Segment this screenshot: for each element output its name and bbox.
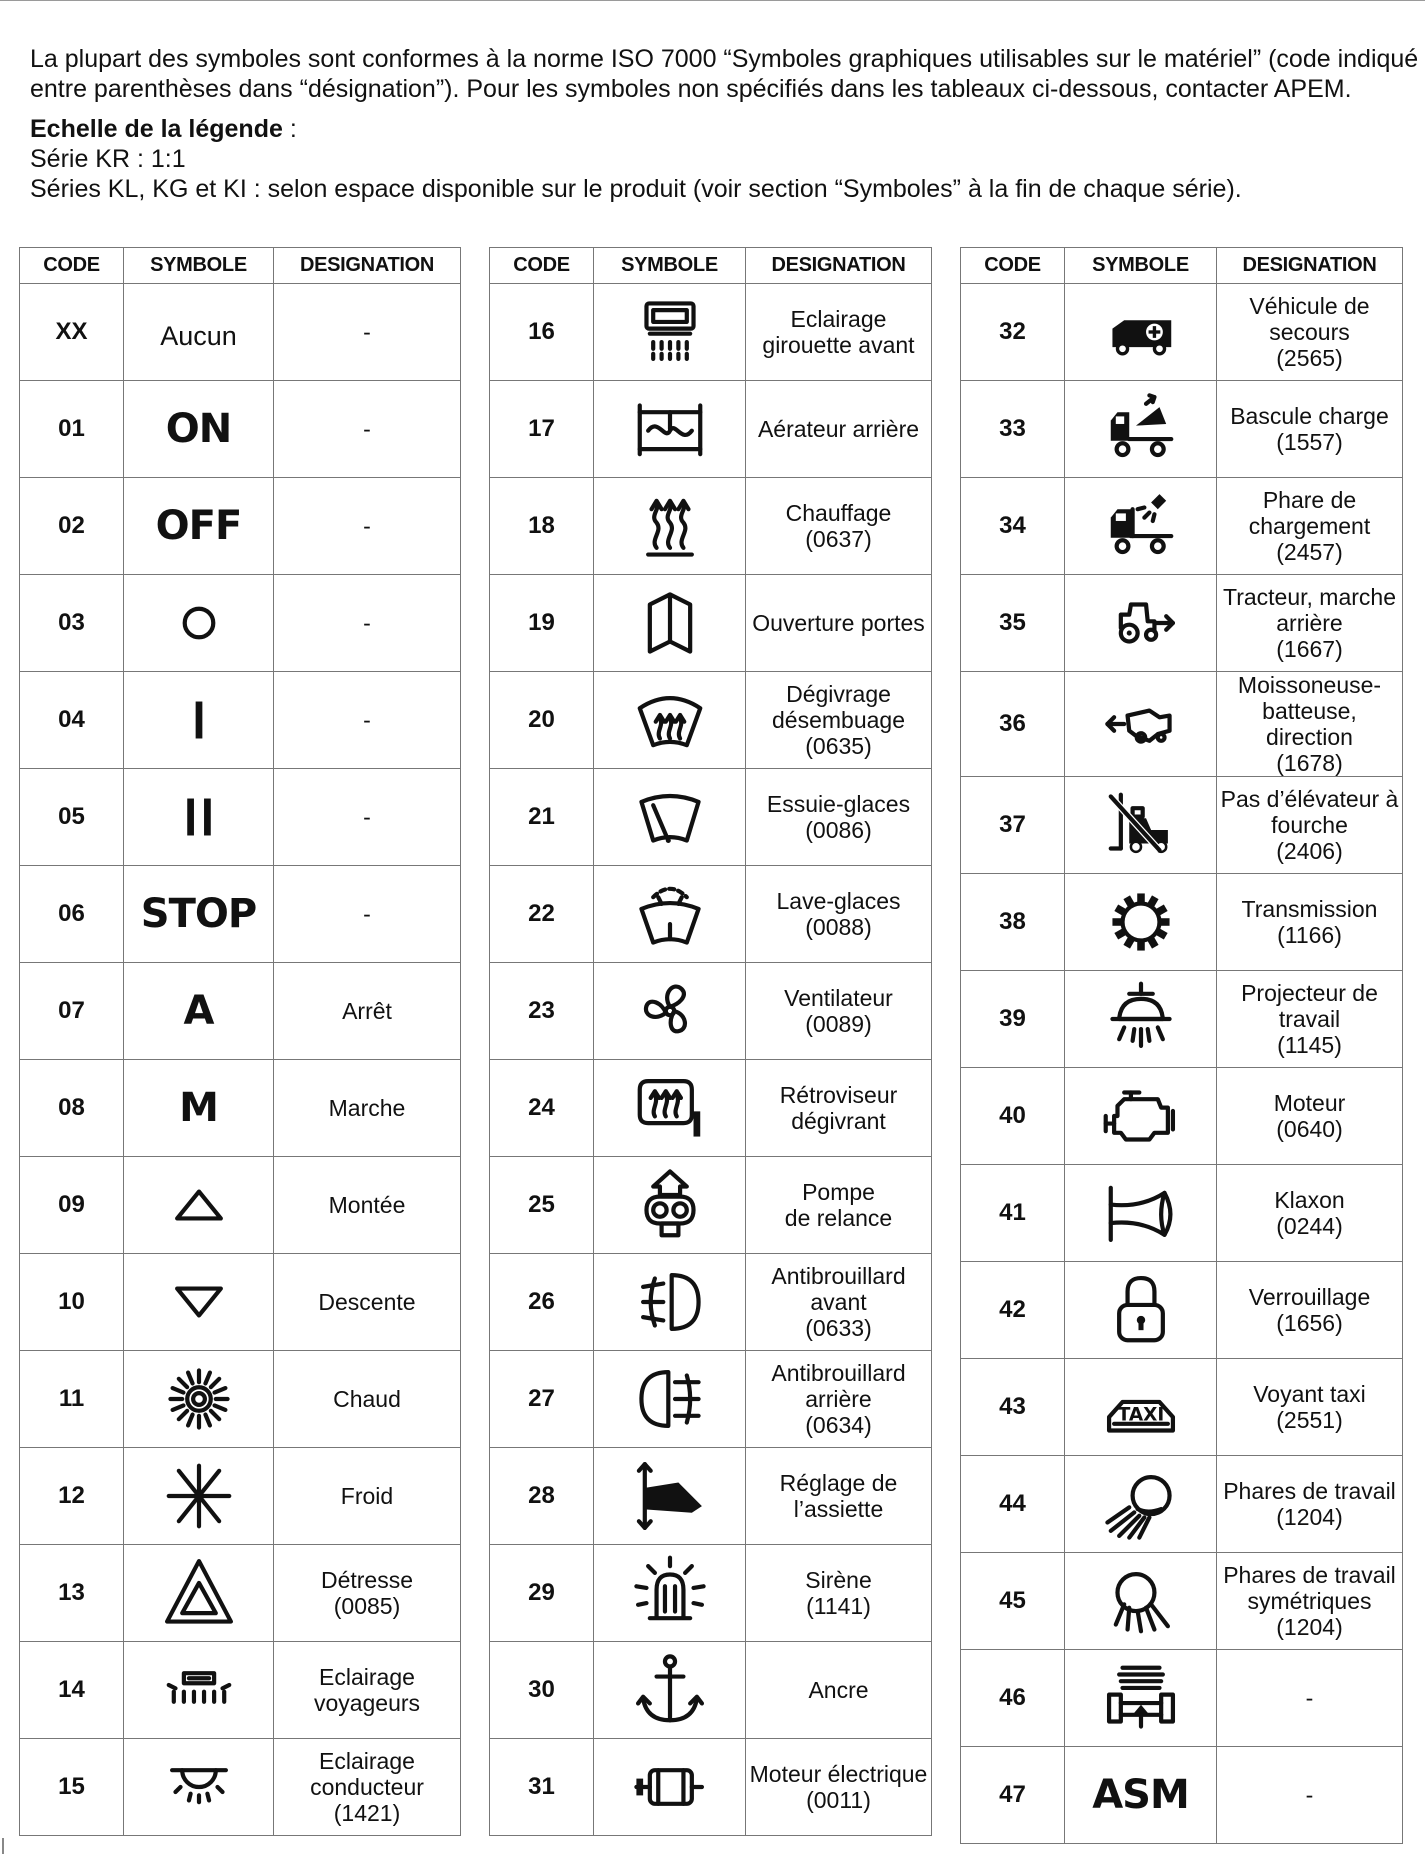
symbol-designation: Moteur (0640)	[1217, 1068, 1403, 1165]
symbol-cell	[124, 1157, 274, 1254]
loading-light-icon	[1099, 484, 1183, 568]
symbol-code: 28	[490, 1448, 594, 1545]
symbol-cell	[1065, 971, 1217, 1068]
symbol-cell	[1065, 1165, 1217, 1262]
scale-title-colon: :	[282, 115, 297, 143]
symbol-designation: -	[274, 478, 461, 575]
symbol-row-04	[20, 672, 461, 769]
symbol-cell	[594, 575, 746, 672]
horn-icon	[1099, 1171, 1183, 1255]
symbol-designation: -	[274, 672, 461, 769]
symbol-code: 30	[490, 1642, 594, 1739]
symbol-designation: Tracteur, marche arrière (1667)	[1217, 575, 1403, 672]
symbol-cell	[594, 381, 746, 478]
symbol-code: 21	[490, 769, 594, 866]
header-designation: DESIGNATION	[1217, 248, 1403, 284]
no-forklift-icon	[1099, 783, 1183, 867]
symbol-designation: Phares de travail (1204)	[1217, 1456, 1403, 1553]
symbol-cell	[124, 1254, 274, 1351]
symbol-code: 42	[961, 1262, 1065, 1359]
symbol-cell	[124, 866, 274, 963]
symbol-cell	[1065, 1553, 1217, 1650]
symbol-code: 27	[490, 1351, 594, 1448]
symbol-code: 18	[490, 478, 594, 575]
symbol-cell	[124, 1739, 274, 1836]
symbol-cell	[124, 1448, 274, 1545]
symbol-row-17	[490, 381, 932, 478]
symbol-designation: Antibrouillard arrière (0634)	[746, 1351, 932, 1448]
symbol-designation: -	[1217, 1650, 1403, 1747]
symbol-cell	[124, 769, 274, 866]
symbol-text: M	[179, 1085, 218, 1131]
symbol-designation: Phares de travail symétriques (1204)	[1217, 1553, 1403, 1650]
symbol-cell	[124, 672, 274, 769]
symbol-cell	[124, 284, 274, 381]
symbol-designation: Klaxon (0244)	[1217, 1165, 1403, 1262]
symbol-cell	[594, 284, 746, 381]
symbol-text: ASM	[1092, 1772, 1189, 1818]
symbol-designation: Eclairage voyageurs	[274, 1642, 461, 1739]
symbol-code: 17	[490, 381, 594, 478]
triangle-up-icon	[157, 1163, 241, 1247]
symbol-cell	[1065, 1262, 1217, 1359]
symbol-row-07	[20, 963, 461, 1060]
triangle-down-icon	[157, 1260, 241, 1344]
defrost-icon	[628, 678, 712, 762]
symbol-designation: Bascule charge (1557)	[1217, 381, 1403, 478]
symbol-code: 13	[20, 1545, 124, 1642]
symbol-designation: -	[274, 381, 461, 478]
symbol-code: XX	[20, 284, 124, 381]
siren-icon	[628, 1551, 712, 1635]
driver-light-icon	[157, 1745, 241, 1829]
symbol-code: 02	[20, 478, 124, 575]
symbol-row-15	[20, 1739, 461, 1836]
symbol-row-33	[961, 381, 1403, 478]
suspension-lift-icon	[1099, 1656, 1183, 1740]
symbol-cell	[594, 1545, 746, 1642]
symbol-row-29	[490, 1545, 932, 1642]
symbol-designation: Froid	[274, 1448, 461, 1545]
symbol-cell	[594, 1157, 746, 1254]
symbol-designation: Chaud	[274, 1351, 461, 1448]
symbol-code: 46	[961, 1650, 1065, 1747]
symbol-cell	[594, 1254, 746, 1351]
intro-line-1: La plupart des symboles sont conformes à la norme ISO 7000 “Symboles graphiques utilisables sur le matériel” (code indiqué	[30, 45, 1419, 73]
symbol-designation: Rétroviseur dégivrant	[746, 1060, 932, 1157]
symbol-text: STOP	[140, 891, 257, 937]
symbol-text: A	[183, 988, 214, 1034]
sign-light-icon	[628, 290, 712, 374]
symbol-row-45	[961, 1553, 1403, 1650]
doors-icon	[628, 581, 712, 665]
symbol-code: 36	[961, 672, 1065, 777]
passenger-light-icon	[157, 1648, 241, 1732]
symbol-row-43	[961, 1359, 1403, 1456]
symbol-code: 33	[961, 381, 1065, 478]
symbol-cell	[124, 963, 274, 1060]
symbol-text: Aucun	[160, 320, 237, 351]
symbol-designation: Véhicule de secours (2565)	[1217, 284, 1403, 381]
symbol-cell	[594, 963, 746, 1060]
symbol-designation: -	[1217, 1747, 1403, 1844]
symbol-designation: Détresse (0085)	[274, 1545, 461, 1642]
symbol-code: 37	[961, 777, 1065, 874]
scale-title-label: Echelle de la légende	[30, 115, 283, 143]
symbol-cell	[124, 1642, 274, 1739]
symbol-row-40	[961, 1068, 1403, 1165]
symbol-code: 12	[20, 1448, 124, 1545]
symbol-row-25	[490, 1157, 932, 1254]
symbol-code: 06	[20, 866, 124, 963]
pump-icon	[628, 1163, 712, 1247]
symbol-designation: Antibrouillard avant (0633)	[746, 1254, 932, 1351]
symbol-code: 32	[961, 284, 1065, 381]
symbol-cell	[594, 1739, 746, 1836]
symbol-code: 19	[490, 575, 594, 672]
symbol-cell	[594, 866, 746, 963]
taxi-label: TAXI	[1117, 1404, 1164, 1426]
symbol-designation: Ouverture portes	[746, 575, 932, 672]
symbol-cell	[594, 672, 746, 769]
symbol-designation: Eclairage conducteur (1421)	[274, 1739, 461, 1836]
header-code: CODE	[490, 248, 594, 284]
symbol-row-14	[20, 1642, 461, 1739]
header-symbol: SYMBOLE	[1065, 248, 1217, 284]
symbol-code: 05	[20, 769, 124, 866]
symbol-code: 38	[961, 874, 1065, 971]
header-symbol: SYMBOLE	[124, 248, 274, 284]
symbol-code: 08	[20, 1060, 124, 1157]
symbol-code: 34	[961, 478, 1065, 575]
symbol-row-10	[20, 1254, 461, 1351]
header-code: CODE	[961, 248, 1065, 284]
scale-kr: Série KR : 1:1	[30, 145, 186, 173]
symbol-code: 31	[490, 1739, 594, 1836]
symbol-cell	[124, 381, 274, 478]
symbol-code: 11	[20, 1351, 124, 1448]
symbol-cell	[1065, 284, 1217, 381]
mirror-defrost-icon	[628, 1066, 712, 1150]
header-code: CODE	[20, 248, 124, 284]
symbol-designation: Pas d’élévateur à fourche (2406)	[1217, 777, 1403, 874]
symbol-row-31	[490, 1739, 932, 1836]
symbol-cell	[594, 1642, 746, 1739]
symbol-code: 01	[20, 381, 124, 478]
symbol-designation: Transmission (1166)	[1217, 874, 1403, 971]
symbol-code: 41	[961, 1165, 1065, 1262]
anchor-icon	[628, 1648, 712, 1732]
symbol-table-2	[489, 247, 932, 1836]
symbol-cell	[594, 1060, 746, 1157]
symbol-cell	[594, 1448, 746, 1545]
fan-icon	[628, 969, 712, 1053]
symbol-row-16	[490, 284, 932, 381]
symbol-code: 07	[20, 963, 124, 1060]
symbol-designation: Moissoneuse- batteuse, direction (1678)	[1217, 672, 1403, 777]
symbol-row-13	[20, 1545, 461, 1642]
symbol-code: 24	[490, 1060, 594, 1157]
symbol-row-44	[961, 1456, 1403, 1553]
scale-title	[30, 114, 1420, 144]
work-lights-icon	[1099, 1462, 1183, 1546]
symbol-cell	[1065, 1456, 1217, 1553]
symbol-row-08	[20, 1060, 461, 1157]
symbol-code: 47	[961, 1747, 1065, 1844]
symbol-cell	[1065, 1359, 1217, 1456]
ambulance-icon	[1099, 290, 1183, 374]
bottom-mark	[2, 1838, 4, 1854]
symbol-designation: Montée	[274, 1157, 461, 1254]
symbol-code: 40	[961, 1068, 1065, 1165]
symbol-designation: Verrouillage (1656)	[1217, 1262, 1403, 1359]
symbol-row-20	[490, 672, 932, 769]
headlight-level-icon	[628, 1454, 712, 1538]
symbol-designation: Sirène (1141)	[746, 1545, 932, 1642]
symbol-row-12	[20, 1448, 461, 1545]
symbol-row-18	[490, 478, 932, 575]
symbol-code: 43	[961, 1359, 1065, 1456]
front-fog-icon	[628, 1260, 712, 1344]
symbol-cell	[1065, 1747, 1217, 1844]
symbol-row-21	[490, 769, 932, 866]
symbol-table-3	[960, 247, 1403, 1844]
symbol-designation: Lave-glaces (0088)	[746, 866, 932, 963]
symbol-designation: Arrêt	[274, 963, 461, 1060]
symbol-row-35	[961, 575, 1403, 672]
symbol-row-36	[961, 672, 1403, 777]
symbol-code: 29	[490, 1545, 594, 1642]
symbol-table-1	[19, 247, 461, 1836]
symbol-designation: Chauffage (0637)	[746, 478, 932, 575]
tractor-icon	[1099, 581, 1183, 665]
engine-icon	[1099, 1074, 1183, 1158]
symbol-designation: Ancre	[746, 1642, 932, 1739]
symbol-code: 03	[20, 575, 124, 672]
symbol-row-37	[961, 777, 1403, 874]
symbol-row-06	[20, 866, 461, 963]
symbol-row-XX	[20, 284, 461, 381]
header-designation: DESIGNATION	[746, 248, 932, 284]
symbol-code: 25	[490, 1157, 594, 1254]
symbol-row-22	[490, 866, 932, 963]
symbol-row-26	[490, 1254, 932, 1351]
header-symbol: SYMBOLE	[594, 248, 746, 284]
symbol-code: 26	[490, 1254, 594, 1351]
symbol-row-19	[490, 575, 932, 672]
symbol-cell	[124, 1545, 274, 1642]
symbol-row-30	[490, 1642, 932, 1739]
electric-motor-icon	[628, 1745, 712, 1829]
symbol-cell	[124, 575, 274, 672]
symbol-row-23	[490, 963, 932, 1060]
symbol-code: 04	[20, 672, 124, 769]
symbol-cell	[1065, 777, 1217, 874]
symbol-row-39	[961, 971, 1403, 1068]
symbol-code: 23	[490, 963, 594, 1060]
work-projector-icon	[1099, 977, 1183, 1061]
harvester-icon	[1099, 682, 1183, 766]
symbol-row-32	[961, 284, 1403, 381]
intro-line-2: entre parenthèses dans “désignation”). Pour les symboles non spécifiés dans les tableaux ci-dessous, contacter APEM.	[30, 75, 1352, 103]
symbol-cell	[1065, 1068, 1217, 1165]
symbol-designation: Essuie-glaces (0086)	[746, 769, 932, 866]
symbol-row-28	[490, 1448, 932, 1545]
pause-ii-icon	[157, 775, 241, 859]
symbol-code: 15	[20, 1739, 124, 1836]
symbol-code: 44	[961, 1456, 1065, 1553]
rear-fan-icon	[628, 387, 712, 471]
symbol-cell	[124, 1060, 274, 1157]
symbol-row-03	[20, 575, 461, 672]
symbol-code: 14	[20, 1642, 124, 1739]
symbol-designation: Marche	[274, 1060, 461, 1157]
sym-work-lights-icon	[1099, 1559, 1183, 1643]
top-rule	[0, 0, 1425, 1]
symbol-text: OFF	[155, 503, 242, 549]
symbol-text: ON	[165, 406, 232, 452]
symbol-designation: -	[274, 866, 461, 963]
symbol-designation: -	[274, 284, 461, 381]
symbol-code: 45	[961, 1553, 1065, 1650]
symbol-code: 35	[961, 575, 1065, 672]
symbol-cell	[124, 1351, 274, 1448]
symbol-designation: Voyant taxi (2551)	[1217, 1359, 1403, 1456]
symbol-designation: Projecteur de travail (1145)	[1217, 971, 1403, 1068]
symbol-designation: Descente	[274, 1254, 461, 1351]
circle-o-icon	[157, 581, 241, 665]
rear-fog-icon	[628, 1357, 712, 1441]
symbol-designation: -	[274, 575, 461, 672]
scale-other: Séries KL, KG et KI : selon espace disponible sur le produit (voir section “Symboles” à la fin de chaque série).	[30, 175, 1242, 203]
symbol-designation: Réglage de l’assiette	[746, 1448, 932, 1545]
symbol-row-38	[961, 874, 1403, 971]
symbol-cell	[1065, 672, 1217, 777]
snowflake-cold-icon	[157, 1454, 241, 1538]
symbol-code: 20	[490, 672, 594, 769]
symbol-row-09	[20, 1157, 461, 1254]
taxi-icon	[1099, 1365, 1183, 1449]
symbol-cell	[124, 478, 274, 575]
symbol-row-05	[20, 769, 461, 866]
symbol-code: 09	[20, 1157, 124, 1254]
wiper-icon	[628, 775, 712, 859]
symbol-code: 16	[490, 284, 594, 381]
dump-truck-icon	[1099, 387, 1183, 471]
symbol-row-24	[490, 1060, 932, 1157]
washer-icon	[628, 872, 712, 956]
symbol-cell	[1065, 478, 1217, 575]
symbol-cell	[1065, 1650, 1217, 1747]
bar-i-icon	[157, 678, 241, 762]
symbol-code: 39	[961, 971, 1065, 1068]
hazard-triangle-icon	[157, 1551, 241, 1635]
symbol-designation: Ventilateur (0089)	[746, 963, 932, 1060]
symbol-row-46	[961, 1650, 1403, 1747]
symbol-cell	[1065, 381, 1217, 478]
heating-icon	[628, 484, 712, 568]
padlock-icon	[1099, 1268, 1183, 1352]
symbol-row-42	[961, 1262, 1403, 1359]
gear-icon	[1099, 880, 1183, 964]
symbol-cell	[594, 769, 746, 866]
symbol-designation: Phare de chargement (2457)	[1217, 478, 1403, 575]
symbol-designation: Aérateur arrière	[746, 381, 932, 478]
symbol-row-47	[961, 1747, 1403, 1844]
symbol-designation: -	[274, 769, 461, 866]
sun-hot-icon	[157, 1357, 241, 1441]
symbol-row-02	[20, 478, 461, 575]
symbol-row-11	[20, 1351, 461, 1448]
symbol-designation: Moteur électrique (0011)	[746, 1739, 932, 1836]
symbol-designation: Pompe de relance	[746, 1157, 932, 1254]
symbol-designation: Dégivrage désembuage (0635)	[746, 672, 932, 769]
symbol-cell	[1065, 575, 1217, 672]
symbol-code: 22	[490, 866, 594, 963]
symbol-cell	[594, 478, 746, 575]
intro-text	[30, 44, 1420, 204]
symbol-cell	[1065, 874, 1217, 971]
symbol-row-01	[20, 381, 461, 478]
symbol-cell	[594, 1351, 746, 1448]
symbol-row-34	[961, 478, 1403, 575]
header-designation: DESIGNATION	[274, 248, 461, 284]
symbol-code: 10	[20, 1254, 124, 1351]
symbol-designation: Eclairage girouette avant	[746, 284, 932, 381]
symbol-row-27	[490, 1351, 932, 1448]
symbol-row-41	[961, 1165, 1403, 1262]
